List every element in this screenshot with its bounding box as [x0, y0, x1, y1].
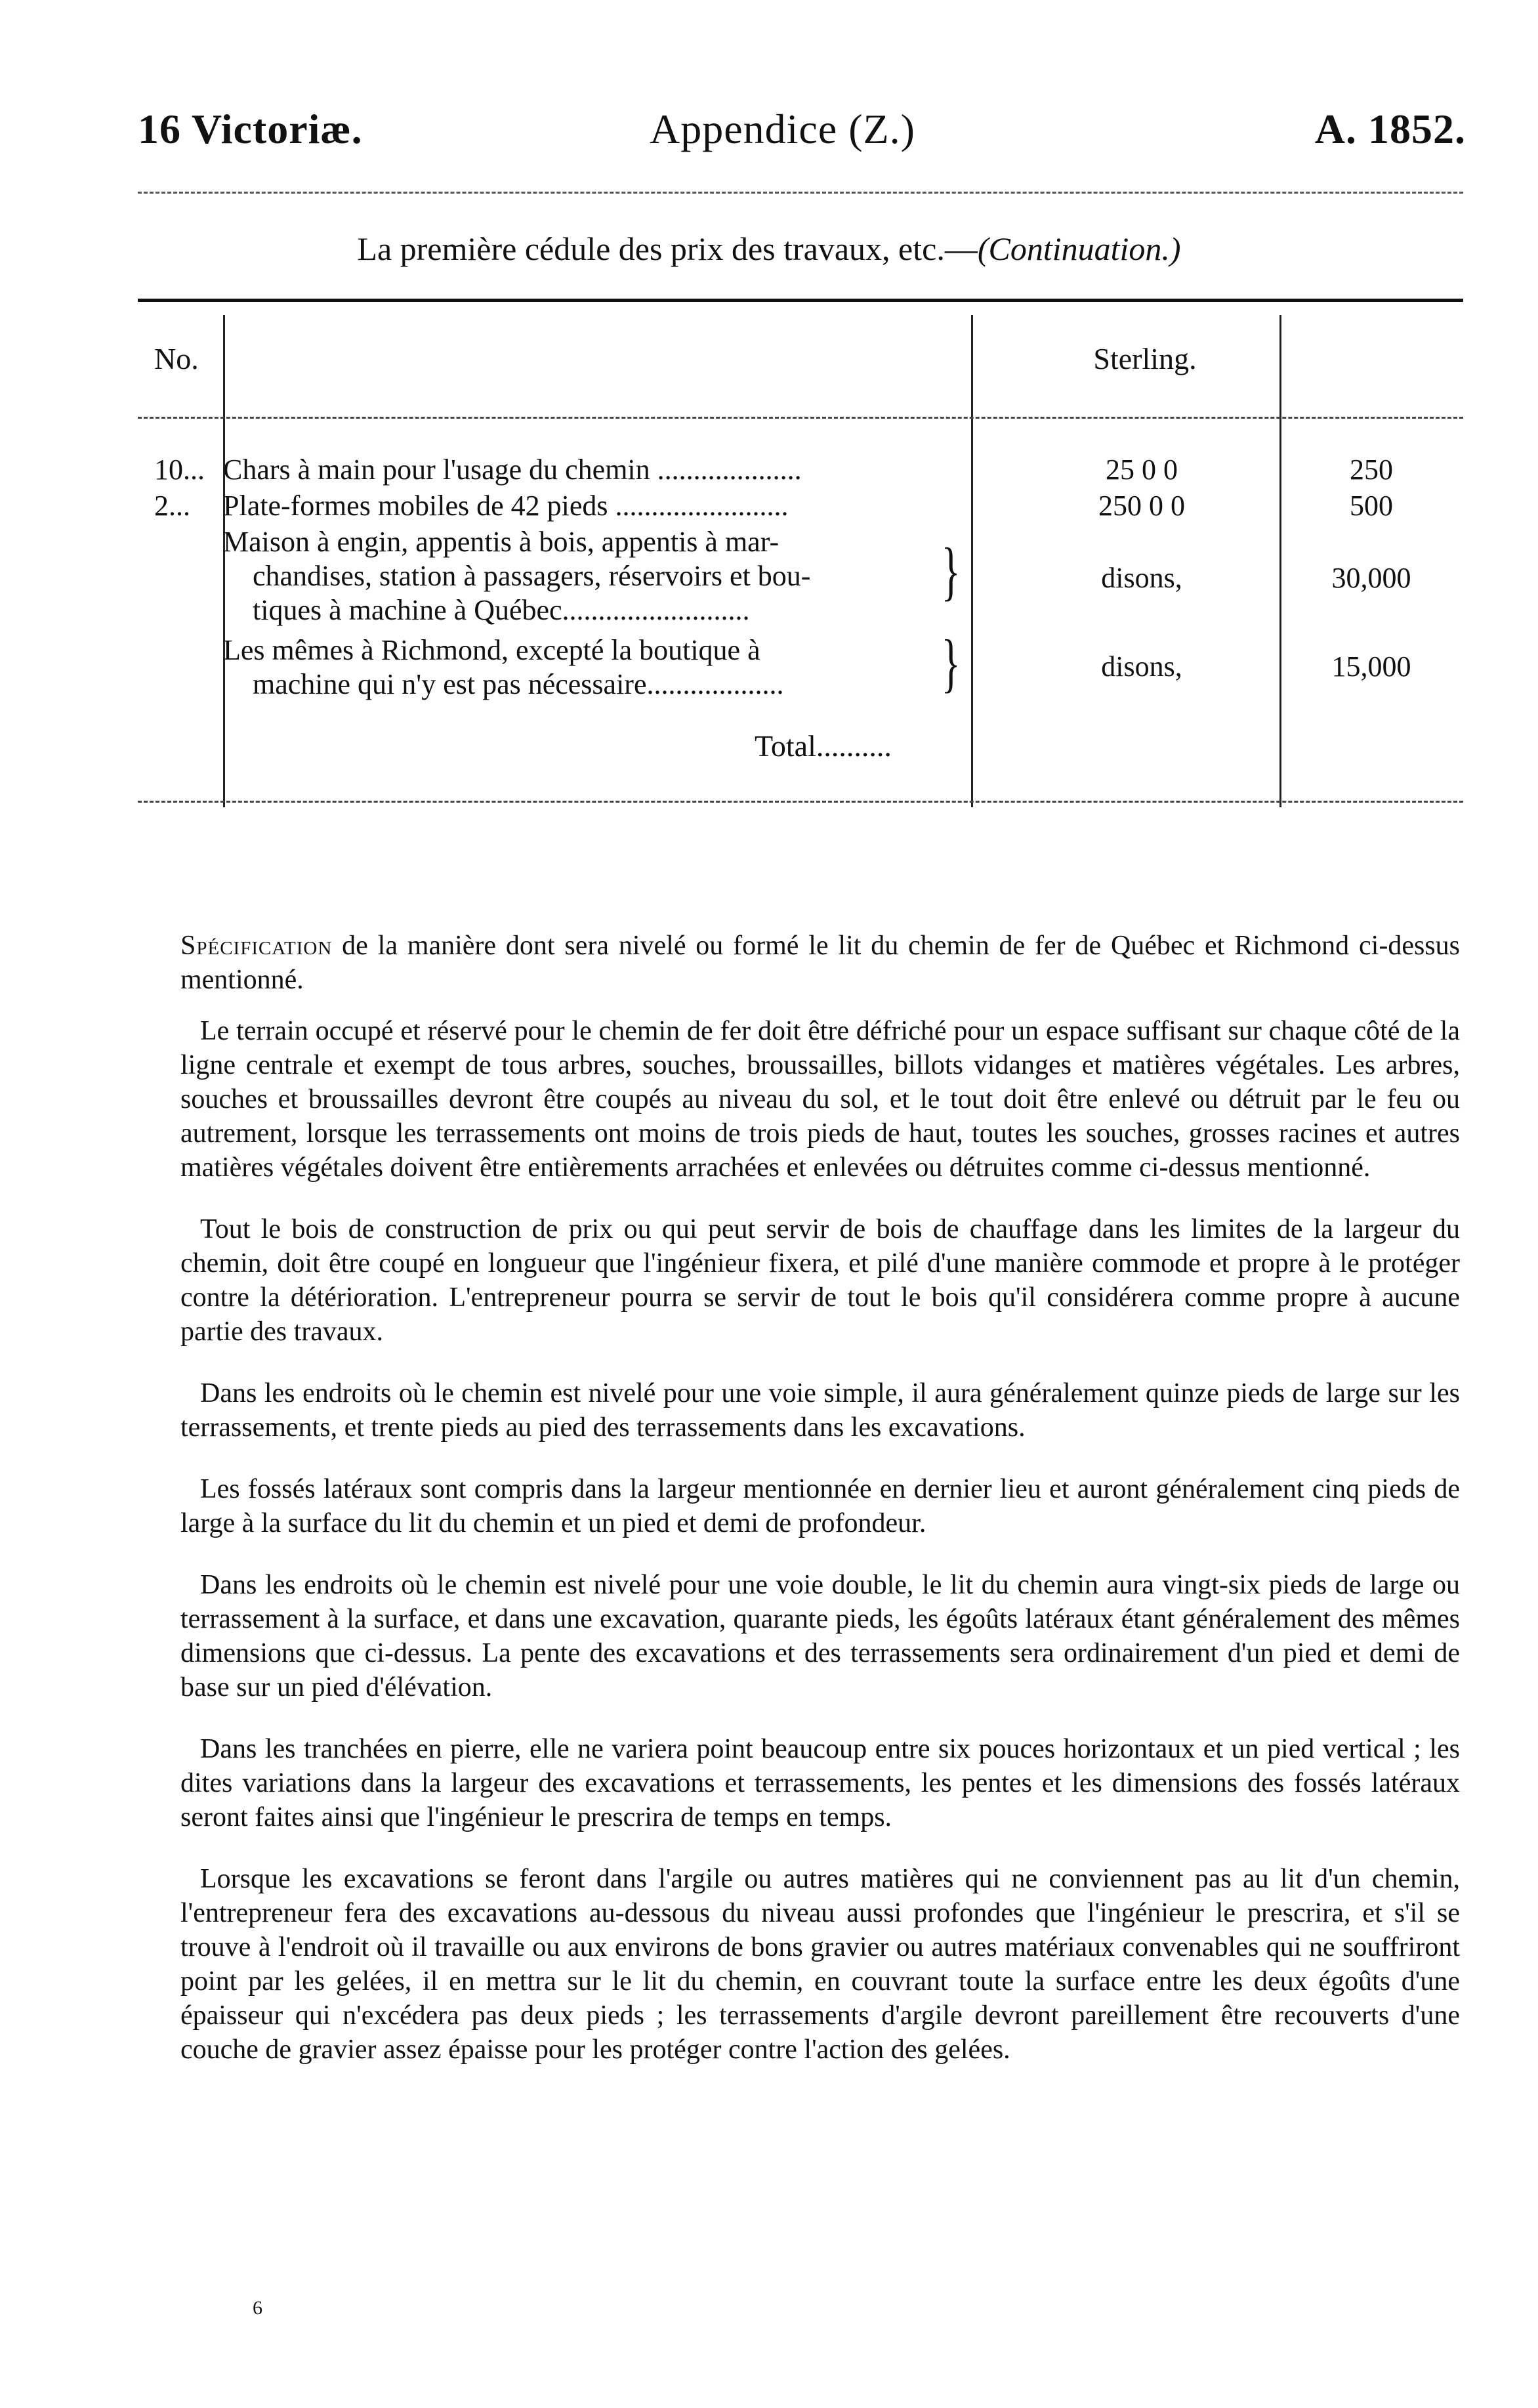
row-amount: 250 [1350, 454, 1393, 486]
brace-mark: } [941, 534, 961, 607]
table-header-rule [138, 417, 1463, 419]
row-description-line: machine qui n'y est pas nécessaire................... [253, 668, 784, 700]
caption-text: La première cédule des prix des travaux, etc.— [357, 230, 978, 267]
row-sterling: 250 0 0 [1098, 490, 1185, 522]
running-head-center: Appendice (Z.) [650, 106, 915, 152]
paragraph: Dans les endroits où le chemin est nivelé pour une voie double, le lit du chemin aura vingt-six pieds de large ou terrassement à la surface, et dans une excavation, quarante pieds, les égoûts latéraux étant généralement des mêmes dimensions que ci-dessus. La pente des excavations et des terrassements sera ordinairement d'un pied et demi de base sur un pied d'élévation. [180, 1570, 1460, 1702]
paragraph: Les fossés latéraux sont compris dans la largeur mentionnée en dernier lieu et auront généralement cinq pieds de large à la surface du lit du chemin et un pied et demi de profondeur. [180, 1474, 1460, 1538]
caption-continuation: (Continuation.) [977, 230, 1181, 267]
paragraph: Le terrain occupé et réservé pour le chemin de fer doit être défriché pour un espace suffisant sur chaque côté de la ligne centrale et exempt de tous arbres, souches, broussailles, billots vidanges et matières végétales. Les arbres, souches et broussailles devront être coupés au niveau du sol, et le tout doit être enlevé ou détruit par le feu ou autrement, lorsque les terrassements ont moins de trois pieds de haut, toutes les souches, grosses racines et autres matières végétales doivent être entièrements arrachées et enlevées ou détruites comme ci-dessus mentionné. [180, 1016, 1460, 1183]
header-rule [138, 192, 1463, 194]
row-number: 10... [154, 454, 205, 486]
running-head-left: 16 Victoriæ. [138, 106, 363, 152]
table-caption [0, 230, 1538, 268]
row-amount: 30,000 [1331, 562, 1411, 594]
paragraph: Dans les endroits où le chemin est nivelé pour une voie simple, il aura généralement quinze pieds de large sur les terrassements, et trente pieds au pied des terrassements dans les excavations. [180, 1378, 1460, 1443]
column-header-sterling: Sterling. [1093, 342, 1197, 375]
specification-heading [180, 929, 1460, 997]
body-text [180, 1014, 1460, 2094]
table-bottom-rule [138, 801, 1463, 803]
row-sterling: disons, [1101, 562, 1182, 594]
specification-lead: Spécification [180, 931, 333, 961]
row-description: Plate-formes mobiles de 42 pieds ........................ [223, 490, 789, 522]
page-signature-mark: 6 [253, 2297, 262, 2319]
row-sterling: 25 0 0 [1106, 454, 1178, 486]
total-label: Total.......... [755, 729, 892, 763]
row-description: Chars à main pour l'usage du chemin .................... [223, 454, 802, 486]
price-table [138, 295, 1463, 807]
row-number: 2... [154, 490, 190, 522]
row-description-line: tiques à machine à Québec.......................... [253, 594, 750, 626]
row-description-line: Maison à engin, appentis à bois, appentis à mar- [223, 526, 779, 558]
paragraph: Tout le bois de construction de prix ou qui peut servir de bois de chauffage dans les limites de la largeur du chemin, doit être coupé en longueur que l'ingénieur fixera, et pilé d'une manière commode et propre à le protéger contre la détérioration. L'entrepreneur pourra se servir de tout le bois qu'il considérera comme propre à aucune partie des travaux. [180, 1214, 1460, 1347]
running-head-right: A. 1852. [1314, 106, 1466, 152]
specification-rest: de la manière dont sera nivelé ou formé le lit du chemin de fer de Québec et Richmond ci-dessus mentionné. [180, 931, 1460, 995]
paragraph: Lorsque les excavations se feront dans l'argile ou autres matières qui ne conviennent pas au lit d'un chemin, l'entrepreneur fera des excavations au-dessous du niveau aussi profondes que l'ingénieur le prescrira, et s'il se trouve à l'endroit où il travaille ou aux environs de bons gravier ou autres matériaux convenables qui ne souffriront point par les gelées, il en mettra sur le lit du chemin, en couvrant toute la surface entre les deux égoûts d'une épaisseur qui n'excédera pas deux pieds ; les terrassements d'argile devront pareillement être recouverts d'une couche de gravier assez épaisse pour les protéger contre l'action des gelées. [180, 1864, 1460, 2065]
row-description-line: chandises, station à passagers, réservoirs et bou- [253, 560, 811, 592]
row-amount: 15,000 [1331, 650, 1411, 683]
row-amount: 500 [1350, 490, 1393, 522]
row-sterling: disons, [1101, 650, 1182, 683]
brace-mark: } [941, 626, 961, 699]
column-header-no: No. [154, 342, 199, 375]
paragraph: Dans les tranchées en pierre, elle ne variera point beaucoup entre six pouces horizontaux et un pied vertical ; les dites variations dans la largeur des excavations et terrassements, les pentes et les dimensions des fossés latéraux seront faites ainsi que l'ingénieur le prescrira de temps en temps. [180, 1734, 1460, 1832]
row-description-line: Les mêmes à Richmond, excepté la boutique à [223, 634, 760, 666]
